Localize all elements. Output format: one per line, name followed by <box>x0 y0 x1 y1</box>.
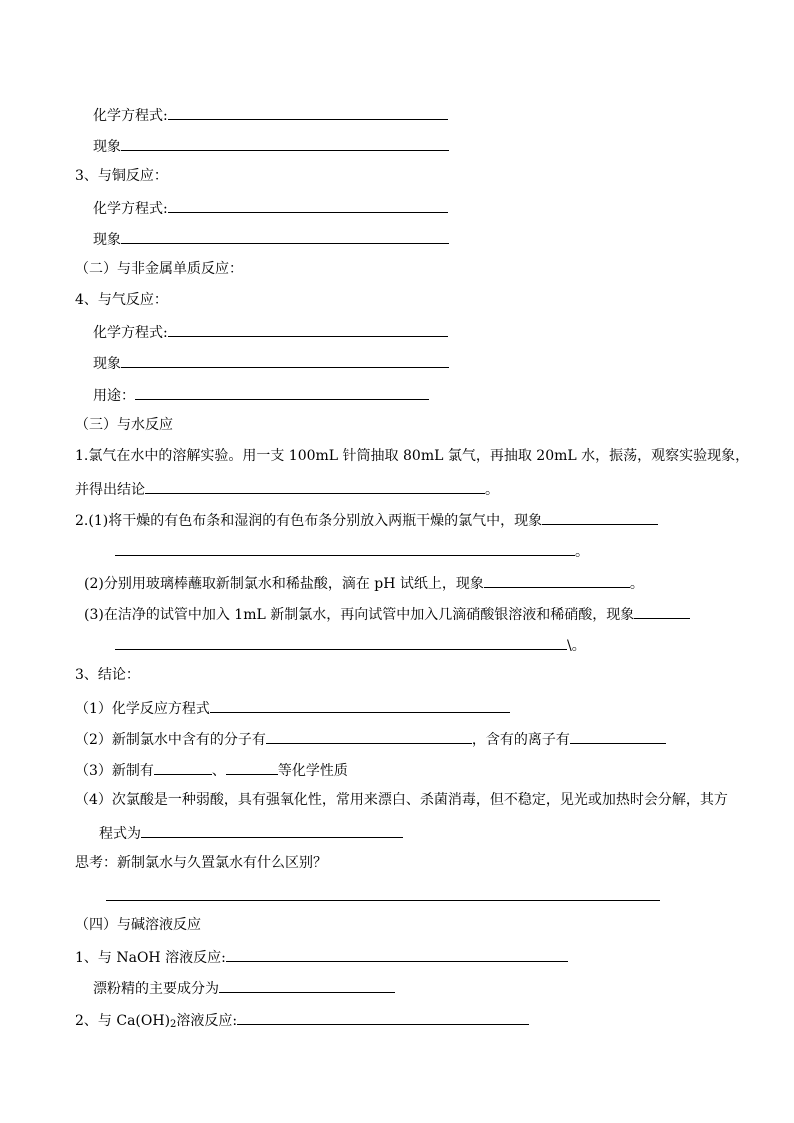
answer-blank[interactable] <box>219 978 395 993</box>
experiment-2-3-text: (3)在洁净的试管中加入 1mL 新制氯水，再向试管中加入几滴硝酸银溶液和稀硝酸，现象 <box>84 604 690 622</box>
section-heading-3: （三）与水反应 <box>75 417 173 433</box>
phenomenon-line-1 <box>93 136 449 154</box>
answer-blank[interactable] <box>121 136 449 151</box>
caoh2-reaction: 2、与 $Ca(OH)_2$溶液反应: <box>75 1010 529 1028</box>
phenomenon-label: 现象 <box>93 356 121 372</box>
answer-blank[interactable] <box>168 322 448 337</box>
item-gas-reaction: 4、与气反应： <box>75 292 168 308</box>
answer-blank[interactable] <box>145 479 485 494</box>
item-copper-reaction: 3、与铜反应： <box>75 168 168 184</box>
answer-blank[interactable] <box>154 760 212 775</box>
answer-blank[interactable] <box>168 198 448 213</box>
experiment-2-3-continuation: \。 <box>115 635 586 653</box>
experiment-2-2-text: (2)分别用玻璃棒蘸取新制氯水和稀盐酸，滴在 pH 试纸上，现象 。 <box>84 573 644 591</box>
answer-blank[interactable] <box>135 385 429 400</box>
experiment-2-1-continuation: 。 <box>115 541 589 559</box>
answer-blank[interactable] <box>210 698 510 713</box>
answer-blank[interactable] <box>226 947 568 962</box>
thinking-answer-blank[interactable] <box>106 899 660 901</box>
usage-label: 用途： <box>93 388 135 404</box>
equation-label: 化学方程式: <box>93 325 168 341</box>
phenomenon-line-2 <box>93 229 449 247</box>
equation-line-2 <box>93 198 448 216</box>
bleaching-powder-line: 漂粉精的主要成分为 <box>93 978 395 996</box>
answer-blank[interactable] <box>121 353 449 368</box>
answer-blank[interactable] <box>570 729 666 744</box>
equation-line-3 <box>93 322 448 340</box>
answer-blank[interactable] <box>237 1010 529 1025</box>
phenomenon-label: 现象 <box>93 139 121 155</box>
conclusion-2: （2）新制氯水中含有的分子有 ，含有的离子有 <box>75 729 666 747</box>
conclusion-1: （1）化学反应方程式 <box>75 698 510 716</box>
conclusion-3: （3）新制有 、 等化学性质 <box>75 760 348 778</box>
answer-blank[interactable] <box>121 229 449 244</box>
answer-blank[interactable] <box>115 541 575 556</box>
answer-blank[interactable] <box>634 604 690 619</box>
equation-label: 化学方程式: <box>93 201 168 217</box>
answer-blank[interactable] <box>484 573 630 588</box>
section-heading-4: （四）与碱溶液反应 <box>75 917 201 933</box>
phenomenon-label: 现象 <box>93 232 121 248</box>
phenomenon-line-3 <box>93 353 449 371</box>
experiment-1-text: 1.氯气在水中的溶解实验。用一支 100mL 针筒抽取 80mL 氯气，再抽取 20mL 水，振荡，观察实验现象， <box>75 448 750 464</box>
naoh-reaction: 1、与 NaOH 溶液反应: <box>75 947 568 965</box>
answer-blank[interactable] <box>542 510 658 525</box>
conclusion-4-equation: 程式为 <box>99 823 403 841</box>
experiment-2-1-text: 2.(1)将干燥的有色布条和湿润的有色布条分别放入两瓶干燥的氯气中，现象 <box>75 510 658 528</box>
equation-label: 化学方程式: <box>93 108 168 124</box>
answer-blank[interactable] <box>266 729 472 744</box>
answer-blank[interactable] <box>141 823 403 838</box>
conclusion-line: 并得出结论 。 <box>75 479 499 497</box>
section-heading-2: （二）与非金属单质反应： <box>75 261 243 277</box>
usage-line <box>93 385 429 403</box>
answer-blank[interactable] <box>115 635 567 650</box>
answer-blank[interactable] <box>168 105 448 120</box>
answer-blank[interactable] <box>226 760 278 775</box>
thinking-question: 思考：新制氯水与久置氯水有什么区别？ <box>75 855 327 871</box>
conclusion-heading: 3、结论： <box>75 667 140 683</box>
equation-line-1 <box>93 105 448 123</box>
conclusion-4: （4）次氯酸是一种弱酸，具有强氧化性，常用来漂白、杀菌消毒，但不稳定，见光或加热时会分解，其方 <box>75 792 728 808</box>
